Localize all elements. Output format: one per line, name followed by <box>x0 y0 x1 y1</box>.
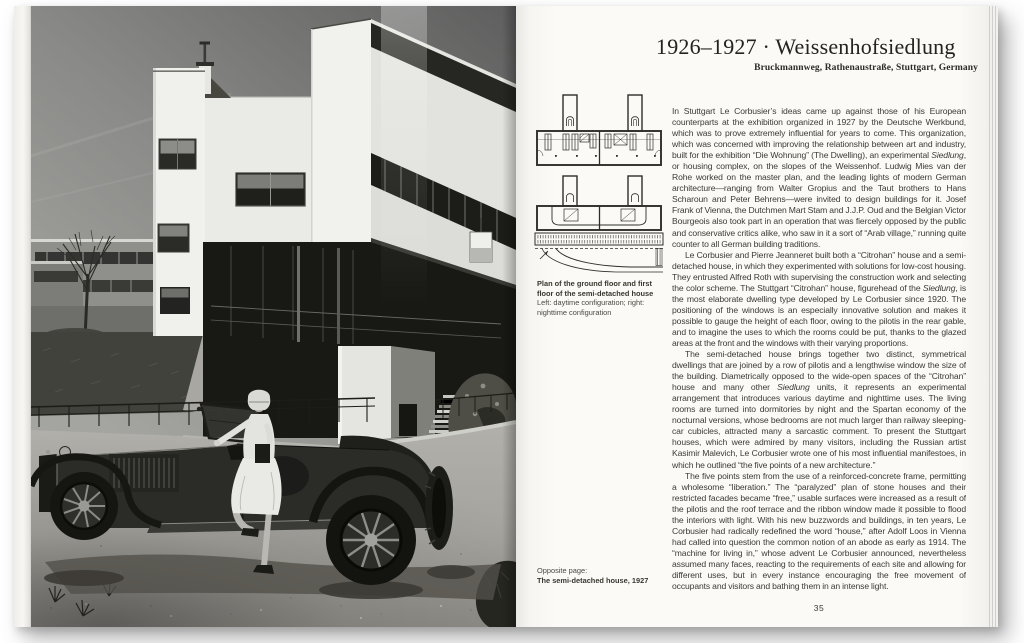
floor-plan-lower <box>535 176 663 272</box>
paragraph-1: In Stuttgart Le Corbusier’s ideas came up against those of his European counterparts at the exhibition organized in 1927 by the Deutsche Werkbund, which was to prove extremely influential for years to come. This organization, which was concerned with improving the relationship between art and industry, built for the exhibition “Die Wohnung” (The Dwelling), an experimental Siedlung, or housing complex, on the slopes of the Weissenhof. Ludwig Mies van der Rohe worked on the master plan, and the leading lights of modern German architecture—ranging from Walter Gropius and the Taut brothers to Hans Scharoun and Peter Behrens—were invited to design buildings for it. Josef Frank of Vienna, the Dutchmen Mart Stam and J.J.P. Oud and the Belgian Victor Bourgeois also took part in an operation that was fiercely opposed by the public and conservative critics alike, who saw in it a sort of “Arab village,” running quite counter to all German building traditions. <box>672 106 966 249</box>
main-building <box>153 19 516 444</box>
plan-caption-regular: Left: daytime configuration; right: nighttime configuration <box>537 298 645 317</box>
paragraph-3: The semi-detached house brings together two distinct, symmetrical dwellings that are joined by a row of pilotis and a lengthwise window the size of the building. Diametrically opposed to the wide-open spaces of the “Citrohan” house and many other Siedlung units, it represents an experimental arrangement that introduces various daytime and nighttime uses. The living rooms are turned into dormitories by night and the Spartan economy of the nocturnal versions, whose bedrooms are not much larger than railway sleeping-car cubicles, attracted many a sarcastic comment. To present the Stuttgart houses, which were admired by many visitors, including the Russian artist Kasimir Malevich, Le Corbusier wrote one of his most influential manifestoes, in which he outlined “the five points of a new architecture.” <box>672 349 966 470</box>
floor-plans-figure <box>534 92 666 274</box>
spare-tire <box>425 466 453 550</box>
page-number: 35 <box>813 603 825 613</box>
rear-wheel <box>326 495 416 585</box>
front-ribbon-window <box>236 173 305 206</box>
plan-caption-bold: Plan of the ground floor and first floor of the semi-detached house <box>537 279 654 298</box>
paragraph-2: Le Corbusier and Pierre Jeanneret built both a “Citrohan” house and a semi-detached house, in which they experimented with solutions for low-cost housing. They entrusted Alfred Roth with supervising the construction work and selecting the color scheme. The Stuttgart “Citrohan” house, figurehead of the Siedlung, is the most elaborate dwelling type developed by Le Corbusier since 1920. The positioning of the windows is an especially innovative solution and makes it possible to gauge the height of each floor, owing to the pilotis in the rear gable, and to imagine the uses to which the rooms could be put, thanks to the glazed areas at the front and the windows with their varying proportions. <box>672 249 966 348</box>
background-building <box>31 239 159 334</box>
opposite-page-label: Opposite page: <box>537 566 588 575</box>
right-page <box>516 6 998 627</box>
left-page <box>14 6 516 627</box>
chapter-subtitle: Bruckmannweg, Rathenaustraße, Stuttgart, Germany <box>754 63 978 73</box>
page-edge-left <box>14 6 31 627</box>
photo-illustration <box>31 6 516 627</box>
gutter-shadow <box>502 6 516 627</box>
opposite-page-caption <box>537 566 667 585</box>
opposite-page-title: The semi-detached house, 1927 <box>537 575 649 585</box>
floor-plan-upper <box>537 95 661 165</box>
article-text <box>672 106 966 600</box>
page-edge-right <box>989 6 998 627</box>
photo-semi-detached-house <box>31 6 516 627</box>
cloche-hat <box>248 390 271 410</box>
page-sheen <box>381 6 427 306</box>
handbag <box>255 444 270 463</box>
paragraph-4: The five points stem from the use of a reinforced-concrete frame, permitting a wholesome “liberation.” The “paralyzed” plan of stone houses and their restricted facades became “free,” usable surfaces were increased as a result of the pilotis and the roof terrace and the ribbon window made it possible to flood the interiors with light. With his new buzzwords and buildings, in ten years, Le Corbusier had radically redefined the word “house,” after Adolf Loos in Vienna had called into question the common notion of an abode as early as 1914. The “machine for living in,” whose advent Le Corbusier announced, nevertheless assumed many faces, reacting to the requirements of each site and allowing for different uses, but in every instance encouraging the free movement of occupants and visitors and bathing them in an intense light. <box>672 470 966 592</box>
book-spread <box>14 6 998 627</box>
chapter-heading <box>656 34 980 73</box>
floor-plan-drawing <box>534 92 666 274</box>
plan-caption <box>537 279 657 317</box>
chapter-title: 1926–1927 · Weissenhofsiedlung <box>656 34 956 59</box>
front-wheel <box>50 472 118 540</box>
